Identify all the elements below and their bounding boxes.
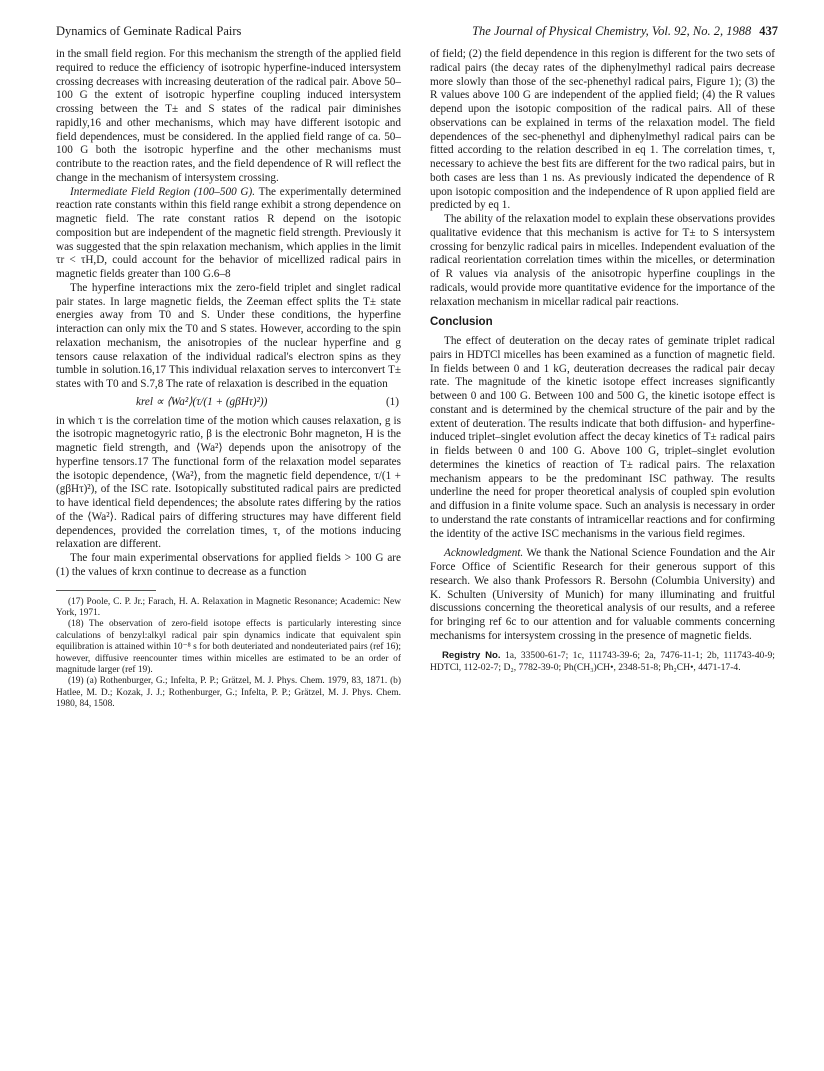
equation-number: (1) <box>385 395 399 408</box>
footnote-divider <box>56 590 156 591</box>
paragraph: in the small field region. For this mechanism the strength of the applied field required to reduce the efficiency of isotropic hyperfine-induced intersystem crossing decreases with increasing deuteration of the radical pair. Above 50–100 G the extent of isotropic hyperfine coupling induced intersystem crossing between the T± and S states of the radical pair diminishes rapidly,16 and other mechanisms, which may have different isotopic and field dependences, must be considered. In the applied field range of ca. 50–100 G both the isotropic hyperfine and the other mechanisms must contribute to the reaction rates, and the field dependence of R will reflect the change in the mechanism of intersystem crossing. <box>56 48 401 184</box>
equation-expression: krel ∝ ⟨Wa²⟩(τ/(1 + (gβHτ)²)) <box>136 395 268 408</box>
paragraph: The ability of the relaxation model to explain these observations provides qualitative evidence that this mechanism is active for T± to S intersystem crossing for benzylic radical pairs in micelles. Independent evaluation of the radical reorientation correlation times within the micelles, or determination of R values via analysis of the anisotropic hyperfine couplings in the radicals, would provide more quantitative evidence for the importance of the relaxation mechanism in micellar radical pair reactions. <box>430 213 775 308</box>
subsection-heading: Intermediate Field Region (100–500 G). <box>70 185 256 198</box>
left-column <box>56 48 401 711</box>
running-header-title: Dynamics of Geminate Radical Pairs <box>56 24 242 38</box>
journal-citation: The Journal of Physical Chemistry, Vol. 92, No. 2, 1988 <box>472 24 752 38</box>
acknowledgment <box>430 547 775 643</box>
paragraph-text: The experimentally determined reaction rate constants within this field range exhibit a strong dependence on magnetic field. The rate constant ratios R depend on the isotopic composition but are independent of the magnetic field strength. Previously it was suggested that the spin relaxation mechanism, which applies in the limit τr < τH,D, could account for the behavior of micellized radical pairs in magnetic fields greater than 100 G.6–8 <box>56 185 401 280</box>
page-number: 437 <box>759 24 778 38</box>
paragraph: in which τ is the correlation time of the motion which causes relaxation, g is the isotropic magnetogyric ratio, β is the electronic Bohr magneton, H is the magnetic field strength, and ⟨Wa²⟩ depends upon the anisotropy of the hyperfine tensors.17 The functional form of the relaxation model separates the isotopic dependence, ⟨Wa²⟩, from the magnetic field dependence, τ/(1 + (gβHτ)²), of the ISC rate. Isotopically substituted radical pairs are predicted to have identical field dependences; the absolute rates differing by the ratios of the ⟨Wa²⟩. Radical pairs of differing structures may have different field dependences, provided the correlation times, τ, of the motions inducing relaxation are different. <box>56 414 401 551</box>
acknowledgment-heading: Acknowledgment. <box>444 547 524 560</box>
paragraph: The four main experimental observations for applied fields > 100 G are (1) the values of krxn continue to decrease as a function <box>56 552 401 578</box>
right-column <box>430 48 775 674</box>
registry-label: Registry No. <box>442 649 501 661</box>
paragraph-intermediate-field <box>56 186 401 282</box>
paragraph-conclusion: The effect of deuteration on the decay rates of geminate triplet radical pairs in HDTCl micelles has been examined as a function of magnetic field. In fields between 0 and 1 kG, deuteration decreases the radical pair decay rate. The magnitude of the kinetic isotope effect increases significantly between 0 and 100 G. Between 100 and 500 G, the kinetic isotope effect is constant and is determined by the chemical structure of the pair and by the extent of deuteration. The results indicate that both diffusion- and hyperfine-induced triplet–singlet evolution affect the decay kinetics of T± radical pairs in fields between 0 and 100 G. Above 100 G, triplet–singlet evolution determines the kinetics of reaction of T± radical pairs. The relaxation mechanism appears to be the predominant ISC pathway. The results underline the need for proper theoretical analysis of coupled spin evolution and diffusion in a finite volume space. Such an analysis is necessary in order to understand the rate constants of intramicellar reactions and for confirming the identity of the active ISC mechanisms in the various field regimes. <box>430 335 775 540</box>
paragraph: The hyperfine interactions mix the zero-field triplet and singlet radical pair states. In large magnetic fields, the Zeeman effect splits the T± state energies away from T0 and S. Under these conditions, the hyperfine interaction can only mix the T0 and S states. However, according to the spin relaxation mechanism, the anisotropies of the nuclear hyperfine and g tensors cause relaxation of the individual radical's electron spins as they tumble in solution.16,17 This individual relaxation serves to interconvert T± states with T0 and S.7,8 The rate of relaxation is described in the equation <box>56 281 401 390</box>
footnotes <box>56 597 401 711</box>
paragraph: of field; (2) the field dependence in this region is different for the two sets of radical pairs (the decay rates of the diphenylmethyl radical pairs decrease more slowly than those of the sec-phenethyl radical pairs, Figure 1); (3) the R values above 100 G are independent of the applied field; (4) the R values depend upon the isotopic composition of the radical pairs. All of these observations can be explained in terms of the relaxation model. The field dependences of the sec-phenethyl and diphenylmethyl radical pairs can be fitted according to the relation described in eq 1. The correlation times, τ, necessary to achieve the best fits are different for the two radical pairs, but in both cases are less than 1 ns. As previously indicated the dependence of R upon isotopic composition and the independence of R upon applied field are predicted by eq 1. <box>430 48 775 212</box>
footnote-19: (19) (a) Rothenburger, G.; Infelta, P. P.; Grätzel, M. J. Phys. Chem. 1979, 83, 1871. (b) Hatlee, M. D.; Kozak, J. J.; Rothenburger, G.; Infelta, P. P.; Grätzel, M. J. Phys. Chem. 1980, 84, 1508. <box>56 676 401 710</box>
section-heading-conclusion: Conclusion <box>430 316 493 329</box>
registry-text: 1a, 33500-61-7; 1c, 111743-39-6; 2a, 7476-11-1; 2b, 111743-40-9; HDTCl, 112-02-7; D₂, 7782-39-0; Ph(CH₃)CH•, 2348-51-8; Ph₂CH•, 4471-17-4. <box>430 649 775 673</box>
footnote-18: (18) The observation of zero-field isotope effects is particularly interesting since calculations of benzyl:alkyl radical pair spin dynamics indicate that equivalent spin equilibration is attained within 10⁻⁸ s for both deuteriated and nondeuteriated pairs (ref 16); however, diffusive reencounter times within micelles are estimated to be an order of magnitude larger (ref 19). <box>56 619 401 675</box>
registry-numbers <box>430 650 775 674</box>
running-header-journal <box>427 24 778 39</box>
equation-1 <box>56 396 401 410</box>
footnote-17: (17) Poole, C. P. Jr.; Farach, H. A. Relaxation in Magnetic Resonance; Academic: New York, 1971. <box>56 596 401 618</box>
acknowledgment-text: We thank the National Science Foundation and the Air Force Office of Scientific Research for their generous support of this research. We also thank Professors R. Bersohn (Columbia University) and K. Schulten (University of Munich) for many illuminating and fruitful discussions concerning the theoretical analysis of our results, and a referee for bringing ref 6c to our attention and for valuable comments concerning mechanisms for intersystem crossing in the presence of magnetic fields. <box>430 547 775 642</box>
